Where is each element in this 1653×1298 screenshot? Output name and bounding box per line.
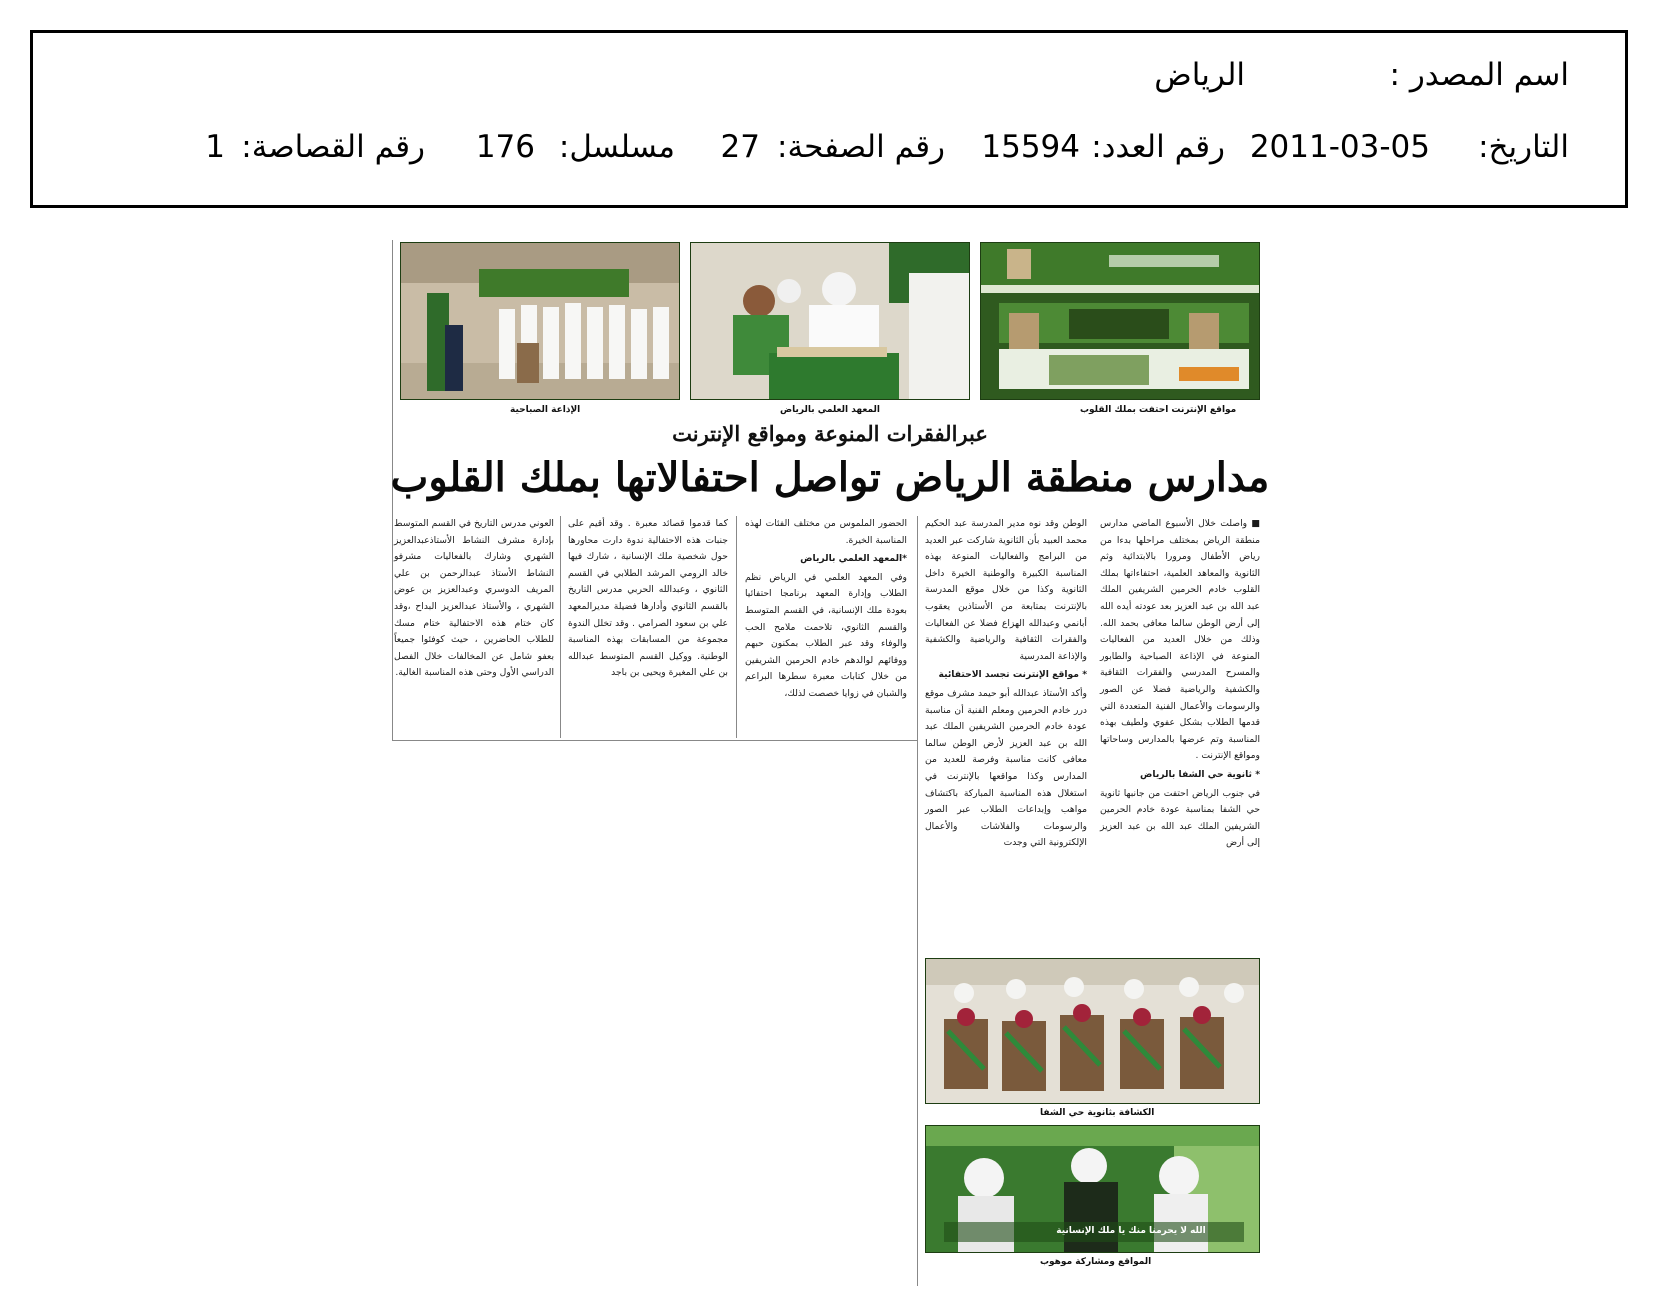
- issue-label: رقم العدد:: [1091, 129, 1225, 165]
- page-label: رقم الصفحة:: [777, 129, 945, 165]
- clipping-edge-rule: [917, 1256, 918, 1286]
- column-rule: [560, 516, 561, 738]
- article-column-4: [568, 516, 728, 682]
- column-rule: [736, 516, 737, 738]
- caption-institute: المعهد العلمي بالرياض: [780, 405, 880, 415]
- photo-scouts: [925, 958, 1260, 1104]
- column-3-paragraph-2: وفي المعهد العلمي في الرياض نظم الطلاب وإدارة المعهد برنامجا احتفائيا بعودة ملك الإنسانية، في القسم المتوسط والقسم الثانوي، تلاحمت ملامح الحب والوفاء وقد عبر الطلاب بمكنون حبهم ووفائهم لوالدهم خادم الحرمين الشريفين من خلال كتابات معبرة سطرها البراعم والشبان في زوايا خصصت لذلك،: [745, 571, 907, 699]
- column-2-paragraph-2: وأكد الأستاذ عبدالله أبو حيمد مشرف موقع درر خادم الحرمين ومعلم الفنية أن مناسبة عودة خادم الحرمين الشريفين الملك عبد الله بن عبد العزيز لأرض الوطن سالما معافى كانت مناسبة وفرصة للعديد من المدارس وكذا مواقعها بالإنترنت في استغلال هذه المناسبة المباركة باكتشاف مواهب وإبداعات الطلاب عبر الصور والرسومات والفلاشات والأعمال الإلكترونية التي وجدت: [925, 687, 1087, 849]
- article-column-5: [394, 516, 554, 682]
- caption-radio: الإذاعة الصباحية: [510, 405, 581, 415]
- clip-value: 1: [205, 129, 225, 165]
- column-4-paragraph-1: كما قدموا قصائد معبرة . وقد أقيم على جنبات هذه الاحتفالية ندوة دارت محاورها حول شخصية ملك الإنسانية ، شارك فيها خالد الرومي المرشد الطلابي في القسم الثانوي ، وعبدالله الحربي مدرس التاريخ بالقسم الثانوي وأدارها فضيلة مديرالمعهد علي بن سعود الصرامي . وقد تخلل الندوة مجموعة من المسابقات بهذه المناسبة الوطنية. ووكيل القسم المتوسط عبدالله بن علي المغيرة ويحيى بن باجد: [568, 518, 728, 679]
- page-value: 27: [720, 129, 760, 165]
- article-headline: مدارس منطقة الرياض تواصل احتفالاتها بملك القلوب: [390, 454, 1270, 501]
- caption-sites-talent: المواقع ومشاركة موهوب: [1040, 1257, 1152, 1267]
- photo-websites: [980, 242, 1260, 400]
- article-column-3: [745, 516, 907, 703]
- subheading-shifa-school: * ثانوية حي الشفا بالرياض: [1140, 768, 1260, 780]
- photo-morning-radio: [400, 242, 680, 400]
- serial-value: 176: [475, 129, 535, 165]
- clipping-edge-rule: [392, 740, 917, 741]
- source-info-box: [30, 30, 1628, 208]
- article-kicker: عبرالفقرات المنوعة ومواقع الإنترنت: [672, 421, 988, 446]
- caption-scouts: الكشافة بثانوية حي الشفا: [1040, 1108, 1155, 1118]
- article-column-2: [925, 516, 1087, 852]
- issue-value: 15594: [981, 129, 1080, 165]
- column-1-paragraph-2: في جنوب الرياض احتفت من جانبها ثانوية حي الشفا بمناسبة عودة خادم الحرمين الشريفين الملك عبد الله بن عبد العزيز إلى أرض: [1100, 787, 1260, 849]
- column-2-paragraph-1: الوطن وقد نوه مدير المدرسة عبد الحكيم محمد العبيد بأن الثانوية شاركت عبر العديد من البرامج والفعاليات المنوعة بهذه المناسبة الكبيرة والوطنية الخيرة داخل الثانوية وكذا من خلال موقع المدرسة بالإنترنت بمتابعة من الأستاذين يعقوب أبانمي وعبدالله الهزاع فضلا عن الفعاليات والفقرات الثقافية والرياضية والكشفية والإذاعة المدرسية: [925, 518, 1087, 662]
- column-1-paragraph-1: ■ واصلت خلال الأسبوع الماضي مدارس منطقة الرياض بمختلف مراحلها بدءا من رياض الأطفال ومرورا بالابتدائية وثم الثانوية والمعاهد العلمية، احتفاءاتها بملك القلوب خادم الحرمين الشريفين الملك عبد الله بن عبد العزيز بعد عودته أيده الله إلى أرض الوطن سالما معافى بحمد الله. وذلك من خلال العديد من الفعاليات المنوعة في الإذاعة الصباحية والطابور والمسرح المدرسي والفقرات الثقافية والكشفية والرياضية فضلا عن الصور والرسومات والأعمال الفنية المتعددة التي قدمها الطلاب بشكل عفوي ولطيف بهذه المناسبة وتم عرضها بالمدارس وساحاتها ومواقع الإنترنت .: [1100, 518, 1260, 762]
- subheading-internet-sites: * مواقع الإنترنت تجسد الاحتفائية: [938, 669, 1087, 681]
- source-value: الرياض: [1154, 57, 1245, 93]
- article-column-1: [1100, 516, 1260, 852]
- column-rule: [917, 516, 918, 1256]
- column-3-paragraph-1: الحضور الملموس من مختلف الفئات لهذه المناسبة الخيرة.: [745, 518, 907, 546]
- date-label: التاريخ:: [1478, 129, 1569, 165]
- caption-websites: مواقع الإنترنت احتفت بملك القلوب: [1080, 405, 1237, 415]
- date-value: 2011-03-05: [1249, 129, 1430, 165]
- clip-label: رقم القصاصة:: [241, 129, 425, 165]
- source-label: اسم المصدر :: [1389, 57, 1569, 93]
- serial-label: مسلسل:: [558, 129, 675, 165]
- photo-institute: [690, 242, 970, 400]
- column-5-paragraph-1: العوني مدرس التاريخ في القسم المتوسط بإدارة مشرف النشاط الأستاذعبدالعزيز الشهري وشارك بالفعاليات مشرفو النشاط الأستاذ عبدالرحمن بن علي المريف الدوسري وعبدالعزيز بن عوض الشهري ، والأستاذ عبدالعزيز البداح ،وقد كان ختام هذه الاحتفالية ختام مسك للطلاب الحاضرين ، حيث كوفئوا جميعاً بعفو شامل عن المخالفات خلال الفصل الدراسي الأول وحتى هذه المناسبة الغالية.: [394, 518, 554, 679]
- newspaper-clipping: [390, 240, 1270, 1290]
- subheading-scientific-institute: *المعهد العلمي بالرياض: [800, 553, 907, 565]
- photo-overlay-caption: الله لا يحرمنا منك يا ملك الإنسانية: [1056, 1226, 1206, 1236]
- photo-sites-talent: [925, 1125, 1260, 1253]
